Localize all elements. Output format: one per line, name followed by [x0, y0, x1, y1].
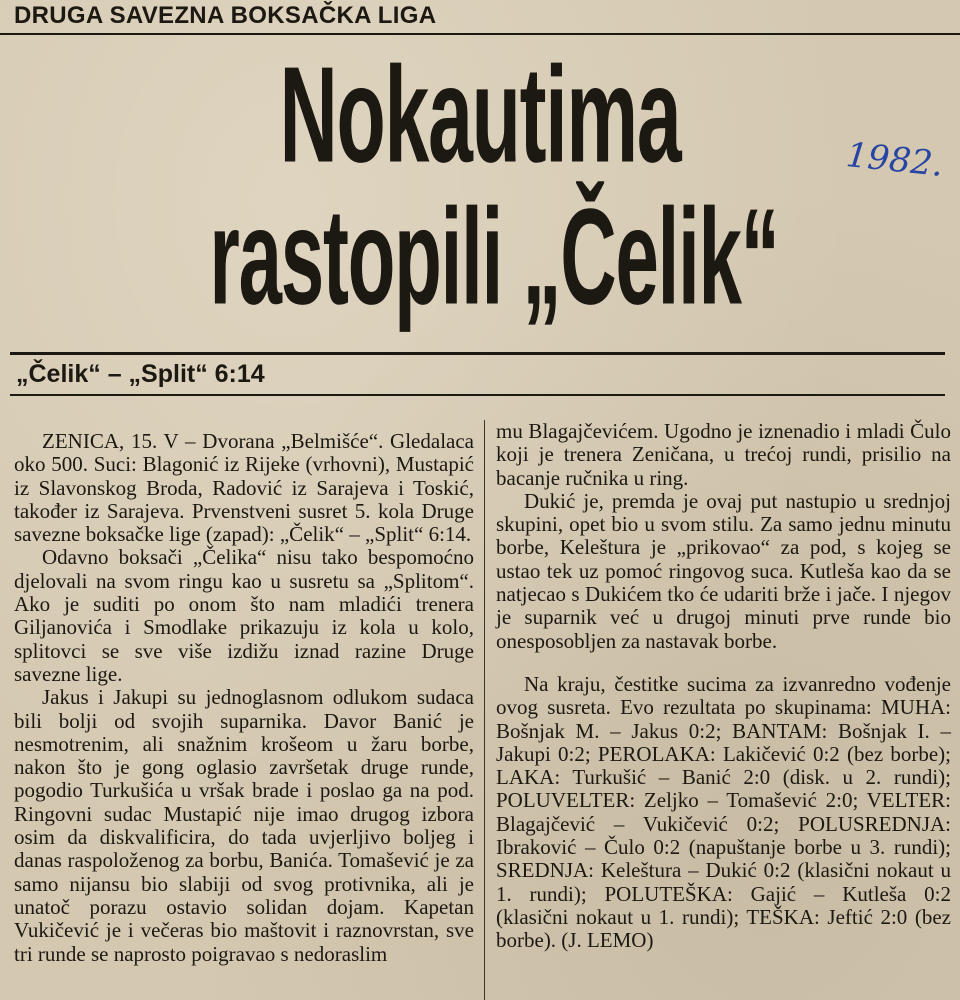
- article-paragraph: Odavno boksači „Čelika“ nisu tako bespomoćno djelovali na svom ringu kao u susretu sa „Splitom“. Ako je suditi po onom što nam mladići trenera Giljanovića i Smodlake prikazuju iz kola u kolo, splitovci se sve više izdižu iznad razine Druge savezne lige.: [14, 545, 474, 686]
- article-paragraph: mu Blagajčevićem. Ugodno je iznenadio i mladi Čulo koji je trenera Zeničana, u trećoj rundi, prisilio na bacanje ručnika u ring.: [496, 419, 951, 490]
- match-result-subhead: „Čelik“ – „Split“ 6:14: [16, 360, 265, 388]
- headline-line-2: rastopili „Čelik“: [209, 179, 779, 333]
- subhead-bottom-rule: [10, 394, 945, 396]
- results-paragraph: Na kraju, čestitke sucima za izvanredno vođenje ovog susreta. Evo rezultata po skupinama: MUHA: Bošnjak M. – Jakus 0:2; BANTAM: Bošnjak I. – Jakupi 0:2; PEROLAKA: Lakičević 0:2 (bez borbe); LAKA: Turkušić – Banić 2:0 (disk. u 2. rundi); POLUVELTER: Zeljko – Tomašević 2:0; VELTER: Blagajčević – Vukičević 0:2; POLUSREDNJA: Ibraković – Čulo 0:2 (napuštanje borbe u 3. rundi); SREDNJA: Keleštura – Dukić 0:2 (klasični nokaut u 1. rundi); POLUTEŠKA: Gajić – Kutleša 0:2 (klasični nokaut u 1. rundi); TEŠKA: Jeftić 2:0 (bez borbe). (J. LEMO): [496, 671, 951, 953]
- column-divider: [484, 420, 485, 1000]
- headline-line-1: Nokautima: [279, 37, 681, 191]
- article-paragraph: Jakus i Jakupi su jednoglasnom odlukom sudaca bili bolji od svojih suparnika. Davor Banić je nesmotrenim, ali snažnim krošeom u žaru borbe, nakon što je gong oglasio završetak druge runde, pogodio Turkušića u vršak brade i poslao ga na pod. Ringovni sudac Mustapić nije imao drugog izbora osim da diskvalificira, do tada uvjerljivo boljeg i danas raspoloženog za borbu, Banića. Tomašević je za samo nijansu bio slabiji od svog protivnika, ali je unatoč porazu ostavio solidan dojam. Kapetan Vukičević je i večeras bio maštovit i raznovrstan, sve tri runde se naprosto poigravao s nedoraslim: [14, 685, 474, 966]
- section-kicker: DRUGA SAVEZNA BOKSAČKA LIGA: [14, 2, 437, 29]
- subhead-top-rule: [10, 352, 945, 355]
- article-column-right: [496, 420, 951, 953]
- article-column-left: [14, 430, 474, 966]
- handwritten-year-note: 1982.: [844, 135, 946, 185]
- top-rule: [0, 33, 960, 35]
- article-paragraph: ZENICA, 15. V – Dvorana „Belmišće“. Gledalaca oko 500. Suci: Blagonić iz Rijeke (vrhovni), Mustapić iz Slavonskog Broda, Radović iz Sarajeva i Toskić, također iz Sarajeva. Prvenstveni susret 5. kola Druge savezne boksačke lige (zapad): „Čelik“ – „Split“ 6:14.: [14, 429, 474, 547]
- article-paragraph: Dukić je, premda je ovaj put nastupio u srednjoj skupini, opet bio u svom stilu. Za samo jednu minutu borbe, Keleštura je „prikovao“ za pod, s kojeg se ustao tek uz pomoć ringovog suca. Kutleša kao da se natjecao s Dukićem tko će udariti brže i jače. I njegov je suparnik već u drugoj minuti prve runde bio onesposobljen za nastavak borbe.: [496, 488, 951, 653]
